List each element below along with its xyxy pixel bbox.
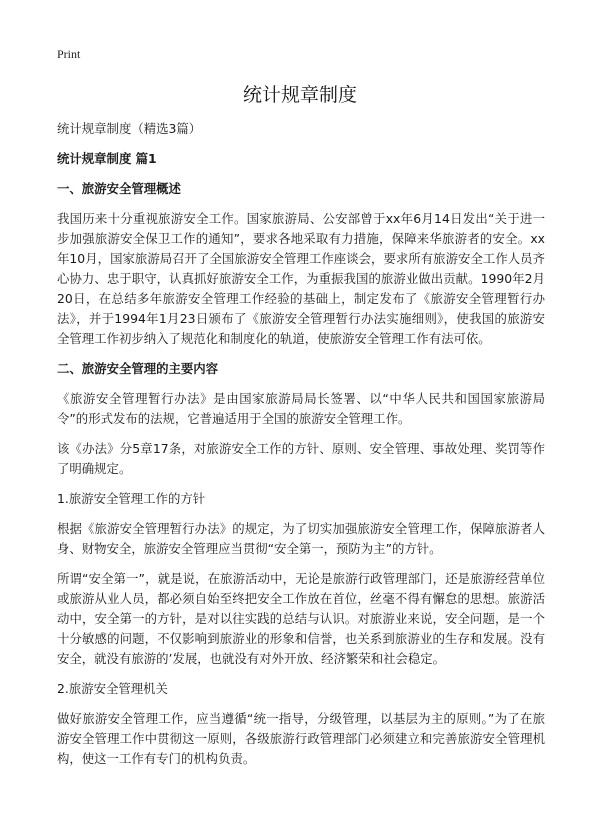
paragraph-2: 《旅游安全管理暂行办法》是由国家旅游局局长签署、以“中华人民共和国国家旅游局令”的形式发布的法规，它普遍适用于全国的旅游安全管理工作。 bbox=[57, 391, 545, 426]
paragraph-6: 做好旅游安全管理工作，应当遵循“统一指导，分级管理，以基层为主的原则。”为了在旅游安全管理工作中贯彻这一原则，各级旅游行政管理部门必须建立和完善旅游安全管理机构，使这一工作有专门的机构负责。 bbox=[57, 711, 545, 766]
article-heading: 统计规章制度 篇1 bbox=[57, 151, 157, 166]
paragraph-1: 我国历来十分重视旅游安全工作。国家旅游局、公安部曾于xx年6月14日发出“关于进一步加强旅游安全保卫工作的通知”，要求各地采取有力措施，保障来华旅游者的安全。xx年10月，国家旅游局召开了全国旅游安全管理工作座谈会，要求所有旅游安全工作人员齐心协力、忠于职守，认真抓好旅游安全工作，为重振我国的旅游业做出贡献。1990年2月20日，在总结多年旅游安全管理工作经验的基础上，制定发布了《旅游安全管理暂行办法》，并于1994年1月23日颁布了《旅游安全管理暂行办法实施细则》，使我国的旅游安全管理工作初步纳入了规范化和制度化的轨道，使旅游安全管理工作有法可依。 bbox=[57, 211, 545, 346]
print-link[interactable]: Print bbox=[57, 47, 81, 61]
section-heading-1: 一、旅游安全管理概述 bbox=[57, 181, 181, 196]
document-subtitle: 统计规章制度（精选3篇） bbox=[57, 121, 202, 136]
section-heading-2: 二、旅游安全管理的主要内容 bbox=[57, 361, 219, 376]
paragraph-5: 所谓“安全第一”，就是说，在旅游活动中，无论是旅游行政管理部门，还是旅游经营单位或旅游从业人员，都必须自始至终把安全工作放在首位，丝毫不得有懈怠的思想。旅游活动中，安全第一的方针，是对以往实践的总结与认识。对旅游业来说，安全问题，是一个十分敏感的问题，不仅影响到旅游业的形象和信誉，也关系到旅游业的生存和发展。没有安全，就没有旅游的’发展，也就没有对外开放、经济繁荣和社会稳定。 bbox=[57, 571, 545, 666]
subsection-heading-1: 1.旅游安全管理工作的方针 bbox=[57, 491, 206, 506]
document-body bbox=[57, 119, 545, 779]
paragraph-4: 根据《旅游安全管理暂行办法》的规定，为了切实加强旅游安全管理工作，保障旅游者人身、财物安全，旅游安全管理应当贯彻“安全第一，预防为主”的方针。 bbox=[57, 521, 545, 556]
subsection-heading-2: 2.旅游安全管理机关 bbox=[57, 681, 168, 696]
page-title: 统计规章制度 bbox=[242, 84, 357, 106]
paragraph-3: 该《办法》分5章17条，对旅游安全工作的方针、原则、安全管理、事故处理、奖罚等作了明确规定。 bbox=[57, 441, 545, 476]
